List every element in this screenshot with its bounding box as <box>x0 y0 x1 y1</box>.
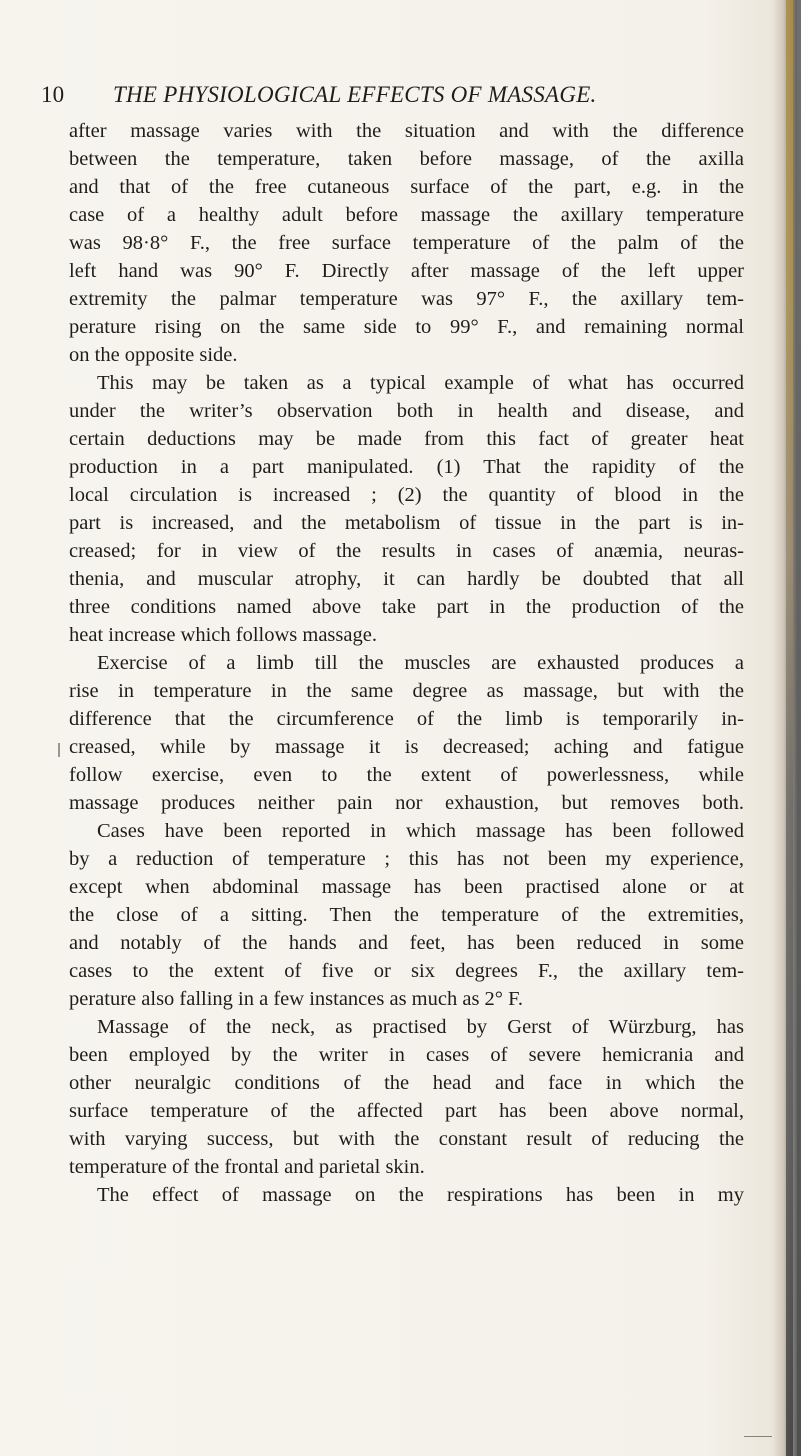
text-line-8: perature rising on the same side to 99° F., and remaining normal <box>69 316 744 338</box>
text-line-10: This may be taken as a typical example of what has occurred <box>97 372 744 394</box>
page-number: 10 <box>41 82 65 107</box>
text-line-35: other neuralgic conditions of the head and face in which the <box>69 1072 744 1094</box>
text-line-24: follow exercise, even to the extent of powerlessness, while <box>69 764 744 786</box>
text-line-34: been employed by the writer in cases of severe hemicrania and <box>69 1044 744 1066</box>
text-line-20: Exercise of a limb till the muscles are exhausted produces a <box>97 652 744 674</box>
text-line-1: after massage varies with the situation and with the difference <box>69 120 744 142</box>
text-line-2: between the temperature, taken before massage, of the axilla <box>69 148 744 170</box>
text-line-19: heat increase which follows massage. <box>69 624 377 646</box>
text-line-12: certain deductions may be made from this fact of greater heat <box>69 428 744 450</box>
text-line-39: The effect of massage on the respirations has been in my <box>97 1184 744 1206</box>
text-line-23: creased, while by massage it is decreased; aching and fatigue <box>69 736 744 758</box>
text-line-27: by a reduction of temperature ; this has not been my experience, <box>69 848 744 870</box>
text-line-13: production in a part manipulated. (1) That the rapidity of the <box>69 456 744 478</box>
margin-mark <box>58 743 60 757</box>
text-line-17: thenia, and muscular atrophy, it can hardly be doubted that all <box>69 568 744 590</box>
text-line-14: local circulation is increased ; (2) the quantity of blood in the <box>69 484 744 506</box>
body-text <box>69 117 744 1209</box>
text-line-22: difference that the circumference of the limb is temporarily in- <box>69 708 744 730</box>
text-line-21: rise in temperature in the same degree as massage, but with the <box>69 680 744 702</box>
running-title: THE PHYSIOLOGICAL EFFECTS OF MASSAGE. <box>113 82 597 107</box>
text-line-6: left hand was 90° F. Directly after massage of the left upper <box>69 260 744 282</box>
text-line-26: Cases have been reported in which massage has been followed <box>97 820 744 842</box>
text-line-32: perature also falling in a few instances as much as 2° F. <box>69 988 524 1010</box>
text-line-4: case of a healthy adult before massage the axillary temperature <box>69 204 744 226</box>
text-line-18: three conditions named above take part in the production of the <box>69 596 744 618</box>
page-edge-shadow <box>773 0 801 1456</box>
text-line-37: with varying success, but with the constant result of reducing the <box>69 1128 744 1150</box>
text-line-11: under the writer’s observation both in health and disease, and <box>69 400 744 422</box>
text-line-30: and notably of the hands and feet, has been reduced in some <box>69 932 744 954</box>
text-line-33: Massage of the neck, as practised by Gerst of Würzburg, has <box>97 1016 744 1038</box>
text-line-28: except when abdominal massage has been practised alone or at <box>69 876 744 898</box>
text-line-29: the close of a sitting. Then the temperature of the extremities, <box>69 904 744 926</box>
text-line-5: was 98·8° F., the free surface temperature of the palm of the <box>69 232 744 254</box>
text-line-38: temperature of the frontal and parietal skin. <box>69 1156 425 1178</box>
text-line-16: creased; for in view of the results in cases of anæmia, neuras- <box>69 540 744 562</box>
text-line-15: part is increased, and the metabolism of tissue in the part is in- <box>69 512 744 534</box>
text-line-7: extremity the palmar temperature was 97° F., the axillary tem- <box>69 288 744 310</box>
text-line-3: and that of the free cutaneous surface of the part, e.g. in the <box>69 176 744 198</box>
text-line-31: cases to the extent of five or six degrees F., the axillary tem- <box>69 960 744 982</box>
text-line-25: massage produces neither pain nor exhaustion, but removes both. <box>69 792 744 814</box>
running-header <box>41 81 746 109</box>
page-bottom-rule <box>744 1436 772 1437</box>
text-line-36: surface temperature of the affected part has been above normal, <box>69 1100 744 1122</box>
text-line-9: on the opposite side. <box>69 344 238 366</box>
